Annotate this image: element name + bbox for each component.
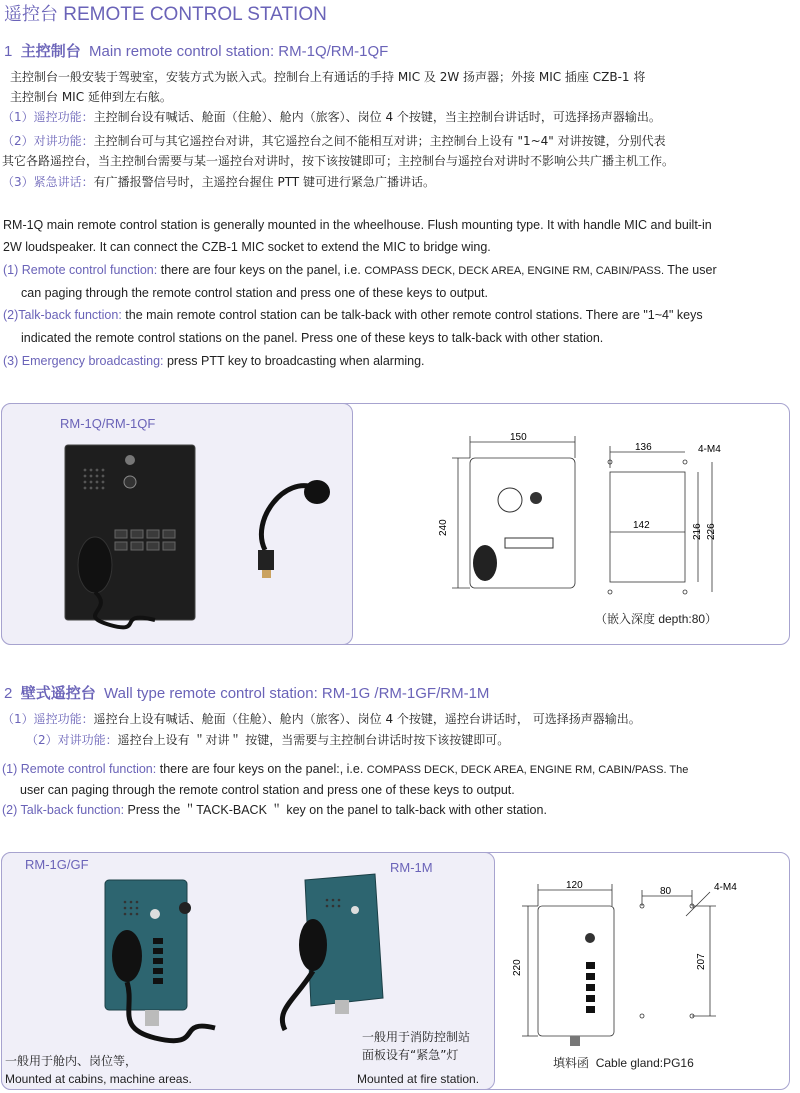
section2-en-f1	[2, 761, 688, 778]
section2-en-f1-keys: COMPASS DECK, DECK AREA, ENGINE RM, CABIN/PASS. The	[366, 764, 689, 776]
section1-en-f3-label: (3) Emergency broadcasting:	[3, 354, 164, 368]
section2-en-f1-cont: user can paging through the remote control station and press one of these keys to output.	[20, 783, 515, 797]
cable-gland-zh: 填料函	[553, 1056, 590, 1070]
section1-en-f1-keys: COMPASS DECK, DECK AREA, ENGINE RM, CABIN/PASS.	[364, 265, 665, 277]
section1-en-f2-label: (2)Talk-back function:	[3, 308, 122, 322]
section1-zh-f1-label: （1）遥控功能：	[2, 110, 94, 124]
section1-zh-f2	[2, 133, 666, 149]
dim-height-226: 226	[706, 523, 717, 540]
section1-zh-f3-text: 有广播报警信号时，主遥控台握住 PTT 键可进行紧急广播讲话。	[93, 175, 435, 189]
page-title	[4, 0, 327, 26]
section1-en-f1-cont: can paging through the remote control station and press one of these keys to output.	[21, 286, 488, 300]
section1-zh-f3-label: （3）紧急讲话：	[2, 175, 94, 189]
section1-zh-line2: 主控制台 MIC 延伸到左右舷。	[10, 90, 172, 104]
section1-en-f1-tail: The user	[664, 263, 717, 277]
section2-zh-f1-label: （1）遥控功能：	[2, 712, 94, 726]
section2-title-en: Wall type remote control station: RM-1G /RM-1GF/RM-1M	[104, 685, 490, 702]
section2-en-f2-text: Press the ＂TACK-BACK ＂ key on the panel to talk-back with other station.	[124, 803, 547, 817]
section1-en-f1-text: there are four keys on the panel, i.e.	[157, 263, 365, 277]
section1-zh-line1: 主控制台一般安装于驾驶室，安装方式为嵌入式。控制台上有通话的手持 MIC 及 2W 扬声器；外接 MIC 插座 CZB-1 将	[10, 70, 646, 84]
dim-height-207: 207	[696, 953, 707, 970]
dim-width-120: 120	[566, 880, 583, 891]
section1-heading	[4, 40, 388, 61]
section1-depth-note: （嵌入深度 depth:80）	[595, 612, 718, 626]
dim-width-136: 136	[635, 442, 652, 453]
rm1q-dimension-drawing	[430, 428, 770, 598]
dim-width-150: 150	[510, 432, 527, 443]
dim-height-240: 240	[438, 519, 449, 536]
section1-zh-f1-text: 主控制台设有喊话、舱面（住舱）、舱内（旅客）、岗位 4 个按键，当主控制台讲话时，可选择扬声器输出。	[93, 110, 661, 124]
section2-zh-f2-text: 遥控台上设有 ＂对讲＂ 按键，当需要与主控制台讲话时按下该按键即可。	[117, 733, 510, 747]
section2-zh-f2	[26, 732, 509, 748]
section1-title-en: Main remote control station: RM-1Q/RM-1QF	[89, 43, 389, 60]
section1-en-f2	[3, 307, 703, 323]
section1-en-p2: 2W loudspeaker. It can connect the CZB-1 MIC socket to extend the MIC to bridge wing.	[3, 240, 491, 254]
rm1m-caption-en: Mounted at fire station.	[357, 1072, 480, 1086]
rm1g-caption-zh: 一般用于舱内、岗位等，	[5, 1054, 138, 1068]
section2-en-f2-label: (2) Talk-back function:	[2, 803, 125, 817]
section2-number: 2	[4, 685, 13, 702]
rm1m-caption-zh2: 面板设有“紧急”灯	[362, 1048, 459, 1062]
section1-en-f1-label: (1) Remote control function:	[3, 263, 158, 277]
section2-en-f1-label: (1) Remote control function:	[2, 762, 157, 776]
rm1m-photo	[265, 870, 395, 1040]
section1-zh-f1	[2, 109, 661, 125]
section2-label-rm1g: RM-1G/GF	[25, 857, 89, 872]
section2-zh-f1	[2, 711, 641, 727]
section1-zh-f2-cont: 其它各路遥控台，当主控制台需要与某一遥控台对讲时，按下该按键即可；主控制台与遥控台对讲时不影响公共广播主机工作。	[2, 154, 675, 168]
cable-gland-en: Cable gland:PG16	[595, 1056, 694, 1070]
section2-label-rm1m: RM-1M	[390, 860, 433, 875]
dim-width-142: 142	[633, 520, 650, 531]
section1-en-f2-text: the main remote control station can be talk-back with other remote control stations. There are "1~4" keys	[121, 308, 703, 322]
section1-en-p1: RM-1Q main remote control station is generally mounted in the wheelhouse. Flush mounting type. It with handle MIC and built-in	[3, 218, 712, 232]
section2-en-f2	[2, 802, 547, 818]
section1-en-f3	[3, 353, 425, 369]
rm1g-dimension-drawing	[510, 876, 780, 1056]
section2-title-zh: 壁式遥控台	[20, 684, 96, 702]
rm1g-photo	[95, 878, 225, 1068]
section2-zh-f2-label: （2）对讲功能：	[26, 733, 118, 747]
dim-hole-4m4-b: 4-M4	[714, 882, 737, 893]
section1-zh-f2-text: 主控制台可与其它遥控台对讲，其它遥控台之间不能相互对讲；主控制台上设有 "1~4" 对讲按键，分别代表	[93, 134, 666, 148]
section2-en-f1-text: there are four keys on the panel:, i.e.	[156, 762, 367, 776]
section1-en-f3-text: press PTT key to broadcasting when alarming.	[163, 354, 425, 368]
section1-photo-label: RM-1Q/RM-1QF	[60, 416, 156, 431]
page-title-en: REMOTE CONTROL STATION	[63, 4, 327, 25]
section1-en-f2-cont: indicated the remote control stations on the panel. Press one of these keys to talk-back with other station.	[21, 331, 604, 345]
section1-zh-f3	[2, 174, 435, 190]
page-title-zh: 遥控台	[4, 4, 58, 25]
section1-number: 1	[4, 43, 13, 60]
rm1m-caption-zh1: 一般用于消防控制站	[362, 1030, 471, 1044]
dim-width-80: 80	[660, 886, 672, 897]
section1-en-f1	[3, 262, 717, 279]
dim-height-220: 220	[512, 959, 523, 976]
section1-title-zh: 主控制台	[20, 42, 81, 60]
dim-height-216: 216	[692, 523, 703, 540]
dim-hole-4m4: 4-M4	[698, 444, 721, 455]
section2-heading	[4, 682, 489, 703]
rm1q-photo	[55, 440, 355, 640]
section2-zh-f1-text: 遥控台上设有喊话、舱面（住舱）、舱内（旅客）、岗位 4 个按键，遥控台讲话时， 可选择扬声器输出。	[93, 712, 641, 726]
section1-zh-f2-label: （2）对讲功能：	[2, 134, 94, 148]
rm1g-caption-en: Mounted at cabins, machine areas.	[5, 1072, 192, 1086]
cable-gland-note	[553, 1055, 694, 1071]
